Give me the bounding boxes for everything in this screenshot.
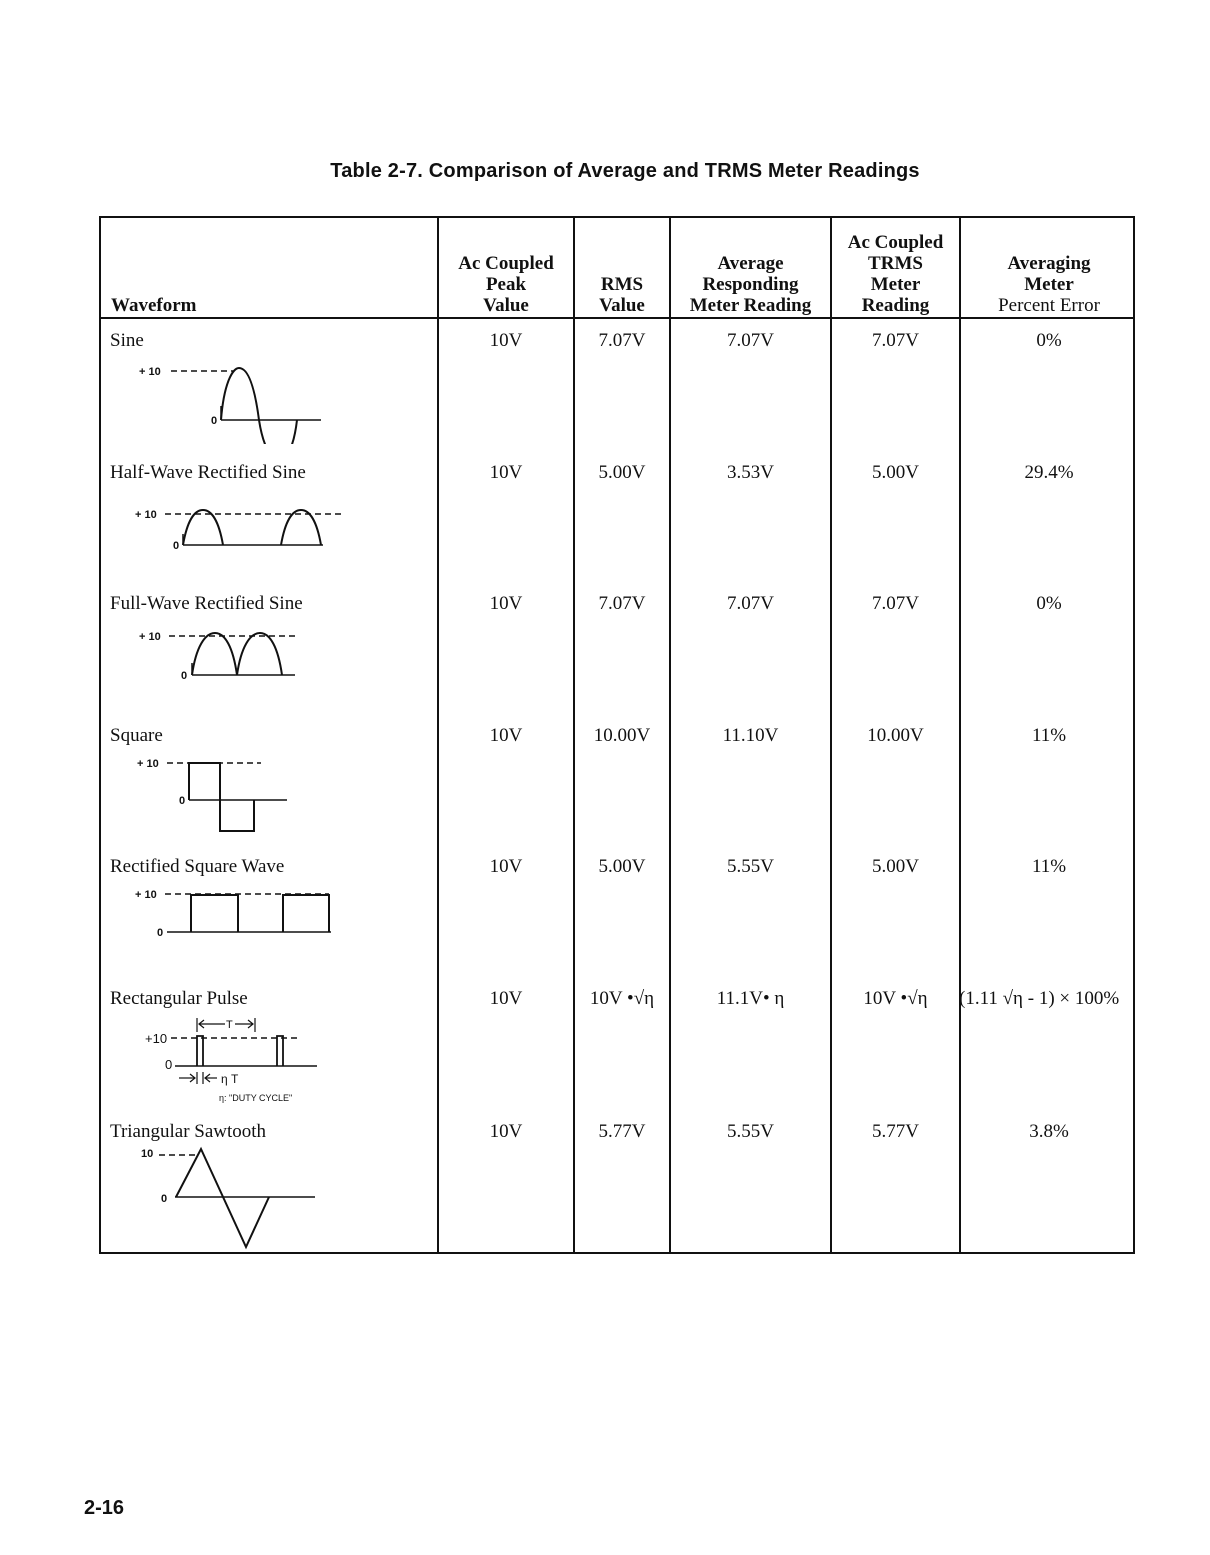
rectangular-pulse-icon (121, 1006, 361, 1106)
wave-label: + 10 (137, 758, 159, 770)
average-reading: 3.53V (727, 462, 774, 483)
rms-value: 5.00V (598, 462, 646, 483)
header-average-line: Meter Reading (689, 295, 812, 316)
percent-error: 11% (1031, 725, 1067, 746)
waveform-name: Half-Wave Rectified Sine (110, 462, 306, 483)
peak-value: 10V (489, 330, 523, 351)
trms-reading: 10V •√η (863, 988, 928, 1009)
trms-reading: 5.00V (872, 856, 919, 877)
average-reading: 7.07V (727, 593, 774, 614)
percent-error: (1.11 √η - 1) × 100% (959, 988, 1120, 1009)
trms-reading: 7.07V (872, 330, 919, 351)
waveform-name: Full-Wave Rectified Sine (110, 593, 303, 614)
wave-label: + 10 (139, 631, 161, 643)
header-trms-line: Ac Coupled (847, 232, 944, 253)
wave-label: 0 (211, 415, 218, 427)
average-reading: 5.55V (727, 856, 774, 877)
header-rms-line: RMS (600, 274, 644, 295)
trms-reading: 5.00V (872, 462, 919, 483)
trms-reading: 10.00V (867, 725, 924, 746)
peak-value: 10V (489, 462, 523, 483)
half-wave-rectified-sine-icon (121, 496, 361, 566)
trms-reading: 5.77V (872, 1121, 919, 1142)
header-error-line: Meter (1024, 274, 1074, 295)
header-trms-line: TRMS (868, 253, 923, 274)
average-reading: 5.55V (727, 1121, 774, 1142)
average-reading: 11.1V• η (716, 988, 785, 1009)
header-trms-line: Meter (870, 274, 921, 295)
header-waveform-label: Waveform (111, 295, 197, 316)
full-wave-rectified-sine-icon (121, 623, 341, 703)
wave-label: 0 (157, 927, 164, 939)
peak-value: 10V (489, 988, 523, 1009)
wave-label: + 10 (139, 366, 161, 378)
header-error-line: Averaging (1007, 253, 1091, 274)
header-waveform (111, 224, 411, 316)
header-error-line: Percent Error (998, 295, 1100, 316)
header-peak-line: Peak (485, 274, 527, 295)
wave-label: 0 (179, 795, 186, 807)
waveform-name: Rectangular Pulse (110, 988, 248, 1009)
wave-label: η T (221, 1072, 239, 1086)
rms-value: 5.77V (598, 1121, 646, 1142)
trms-reading: 7.07V (872, 593, 919, 614)
waveform-name: Sine (110, 330, 144, 351)
header-trms (832, 224, 959, 316)
header-divider (101, 317, 1133, 319)
header-rms-line: Value (599, 295, 645, 316)
wave-label: 0 (161, 1193, 168, 1205)
wave-label: 0 (181, 670, 188, 682)
average-reading: 7.07V (727, 330, 774, 351)
wave-label: + 10 (135, 889, 157, 901)
rms-value: 10V •√η (589, 988, 655, 1009)
percent-error: 11% (1031, 856, 1067, 877)
wave-label: 0 (165, 1057, 173, 1072)
rms-value: 7.07V (598, 330, 646, 351)
waveform-name: Rectified Square Wave (110, 856, 285, 877)
page-number: 2-16 (84, 1497, 125, 1519)
duty-cycle-label: η: "DUTY CYCLE" (219, 1093, 293, 1103)
header-peak-line: Value (483, 295, 529, 316)
rms-value: 10.00V (593, 725, 651, 746)
sine-wave-icon (121, 354, 341, 444)
percent-error: 29.4% (1024, 462, 1074, 483)
peak-value: 10V (489, 856, 523, 877)
header-peak (439, 224, 573, 316)
wave-label: + 10 (135, 509, 157, 521)
percent-error: 0% (1036, 593, 1062, 614)
triangular-sawtooth-icon (121, 1141, 341, 1251)
wave-label: +10 (145, 1031, 168, 1046)
header-trms-line: Reading (861, 295, 930, 316)
header-average (671, 224, 830, 316)
header-rms (575, 224, 669, 316)
header-average-line: Average (717, 253, 784, 274)
peak-value: 10V (489, 1121, 523, 1142)
wave-label: T (226, 1019, 233, 1031)
percent-error: 0% (1036, 330, 1062, 351)
rms-value: 5.00V (598, 856, 646, 877)
average-reading: 11.10V (722, 725, 779, 746)
peak-value: 10V (489, 725, 523, 746)
wave-label: 10 (141, 1148, 154, 1160)
percent-error: 3.8% (1029, 1121, 1069, 1142)
peak-value: 10V (489, 593, 523, 614)
rms-value: 7.07V (598, 593, 646, 614)
rectified-square-wave-icon (121, 882, 361, 952)
header-average-line: Responding (702, 274, 799, 295)
square-wave-icon (121, 751, 341, 841)
waveform-name: Triangular Sawtooth (110, 1121, 267, 1142)
comparison-table (99, 216, 1135, 1254)
waveform-name: Square (110, 725, 163, 746)
header-error (961, 224, 1137, 316)
header-peak-line: Ac Coupled (458, 253, 554, 274)
wave-label: 0 (173, 540, 180, 552)
table-title: Table 2-7. Comparison of Average and TRMS Meter Readings (330, 160, 920, 182)
